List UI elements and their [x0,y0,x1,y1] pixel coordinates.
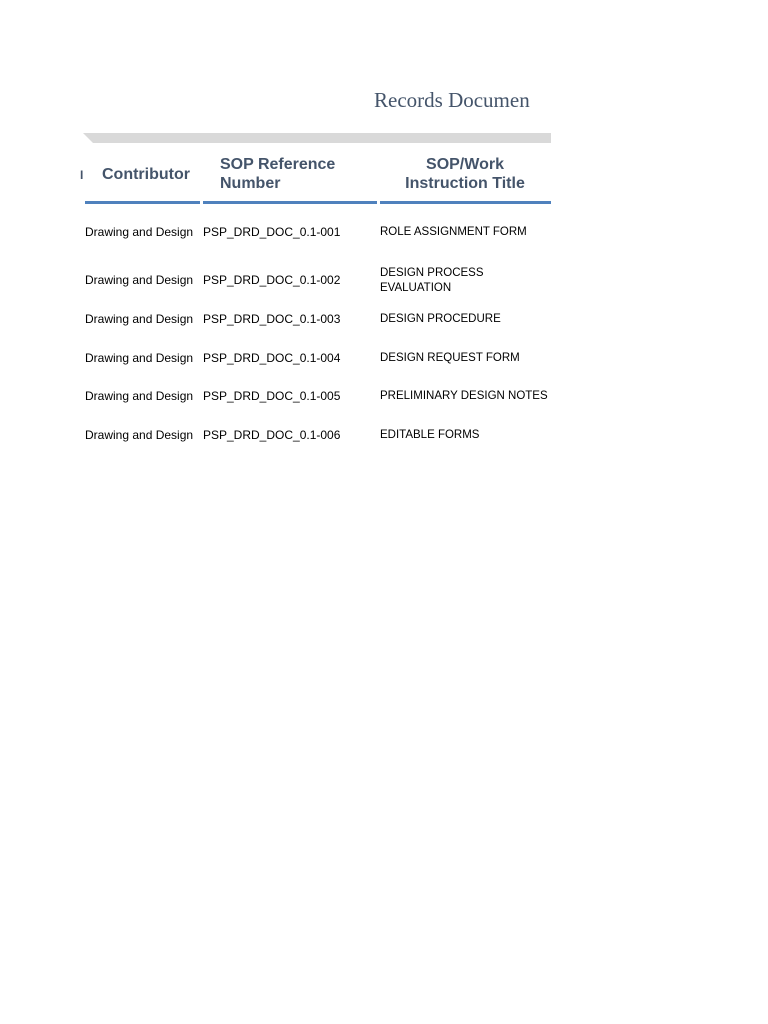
cell-contributor: Drawing and Design [85,273,194,287]
header-sop-reference-line2: Number [220,175,281,192]
cell-reference: PSP_DRD_DOC_0.1-006 [203,428,341,442]
cell-contributor: Drawing and Design [85,428,194,442]
cell-reference: PSP_DRD_DOC_0.1-003 [203,312,341,326]
header-instruction-title-line1: SOP/Work [426,156,504,173]
cell-title: ROLE ASSIGNMENT FORM [380,226,527,238]
cell-title: DESIGN PROCEDURE [380,313,501,325]
cell-contributor: Drawing and Design [85,225,194,239]
header-band [93,133,551,143]
header-band-tip [83,133,93,143]
header-instruction-title [380,155,550,193]
header-stub: I [80,168,84,182]
header-rule-reference [203,201,377,204]
cell-reference: PSP_DRD_DOC_0.1-001 [203,225,341,239]
header-rule-contributor [85,201,200,204]
cell-title: PRELIMINARY DESIGN NOTES [380,390,548,402]
cell-reference: PSP_DRD_DOC_0.1-005 [203,389,341,403]
header-sop-reference [220,155,335,193]
header-contributor: Contributor [102,166,190,183]
cell-title: DESIGN PROCESS EVALUATION [380,267,484,294]
cell-title: EDITABLE FORMS [380,429,480,441]
cell-contributor: Drawing and Design [85,312,194,326]
document-title: Records Documen [374,88,530,112]
cell-title: DESIGN REQUEST FORM [380,352,520,364]
cell-reference: PSP_DRD_DOC_0.1-002 [203,273,341,287]
header-sop-reference-line1: SOP Reference [220,156,336,173]
cell-reference: PSP_DRD_DOC_0.1-004 [203,351,341,365]
cell-contributor: Drawing and Design [85,351,194,365]
cell-contributor: Drawing and Design [85,389,194,403]
header-instruction-title-line2: Instruction Title [405,175,525,192]
header-rule-title [380,201,551,204]
